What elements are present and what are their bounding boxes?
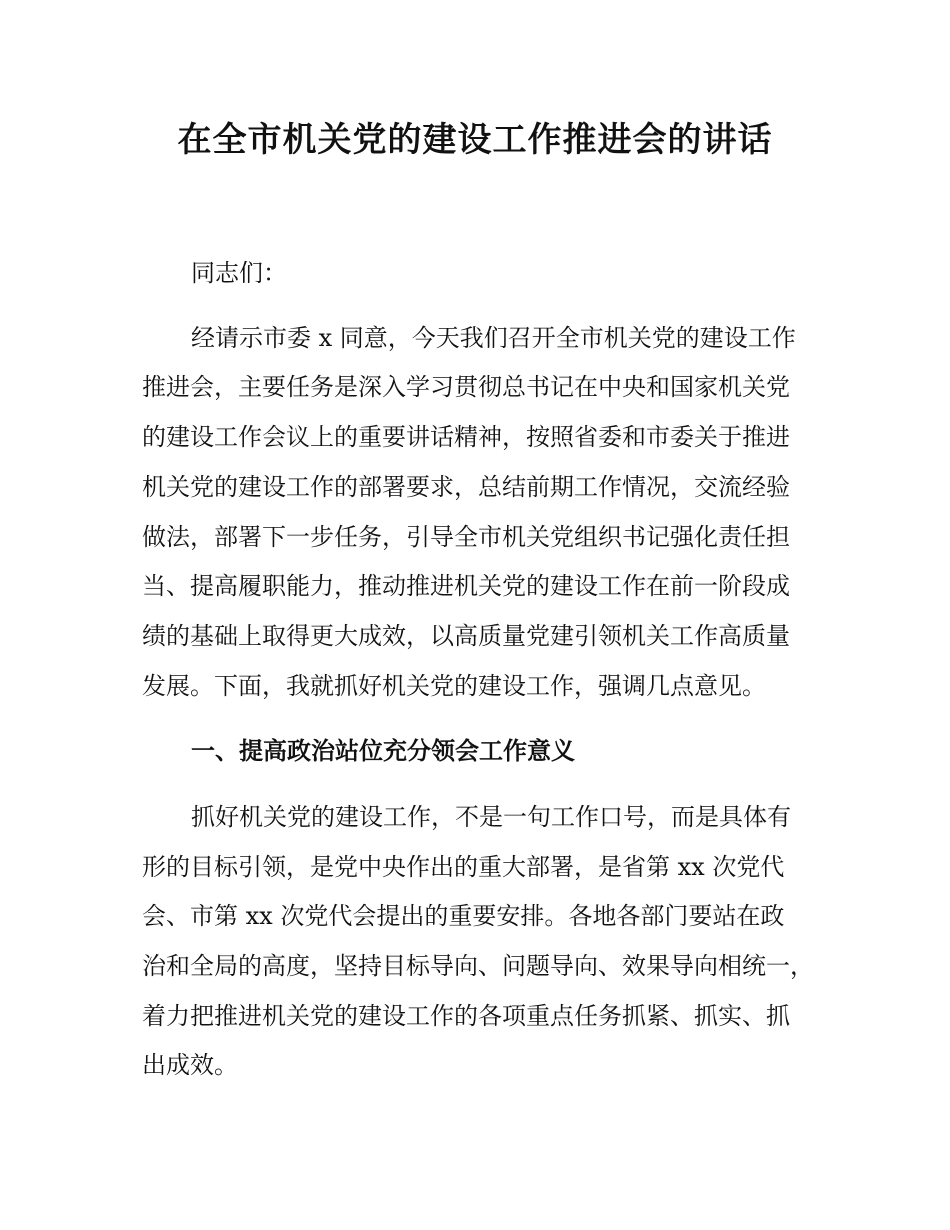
section-heading-1: 一、提高政治站位充分领会工作意义 [191, 737, 575, 765]
paragraph-line: 经请示市委 x 同意，今天我们召开全市机关党的建设工作 [191, 324, 796, 352]
paragraph-line: 做法，部署下一步任务，引导全市机关党组织书记强化责任担 [142, 523, 790, 551]
paragraph-line: 的建设工作会议上的重要讲话精神，按照省委和市委关于推进 [142, 423, 790, 451]
paragraph-line: 着力把推进机关党的建设工作的各项重点任务抓紧、抓实、抓 [142, 1002, 790, 1030]
paragraph-line: 绩的基础上取得更大成效，以高质量党建引领机关工作高质量 [142, 622, 790, 650]
paragraph-line: 出成效。 [142, 1051, 238, 1079]
paragraph-line: 推进会，主要任务是深入学习贯彻总书记在中央和国家机关党 [142, 373, 790, 401]
paragraph-line: 抓好机关党的建设工作，不是一句工作口号，而是具体有 [191, 803, 791, 831]
paragraph-line: 当、提高履职能力，推动推进机关党的建设工作在前一阶段成 [142, 572, 790, 600]
salutation: 同志们： [191, 259, 287, 287]
paragraph-line: 治和全局的高度，坚持目标导向、问题导向、效果导向相统一， [142, 952, 814, 980]
paragraph-line: 发展。下面，我就抓好机关党的建设工作，强调几点意见。 [142, 672, 766, 700]
paragraph-line: 会、市第 xx 次党代会提出的重要安排。各地各部门要站在政 [142, 902, 785, 930]
paragraph-line: 形的目标引领，是党中央作出的重大部署，是省第 xx 次党代 [142, 853, 785, 881]
document-title: 在全市机关党的建设工作推进会的讲话 [177, 120, 773, 160]
paragraph-line: 机关党的建设工作的部署要求，总结前期工作情况，交流经验 [142, 473, 790, 501]
